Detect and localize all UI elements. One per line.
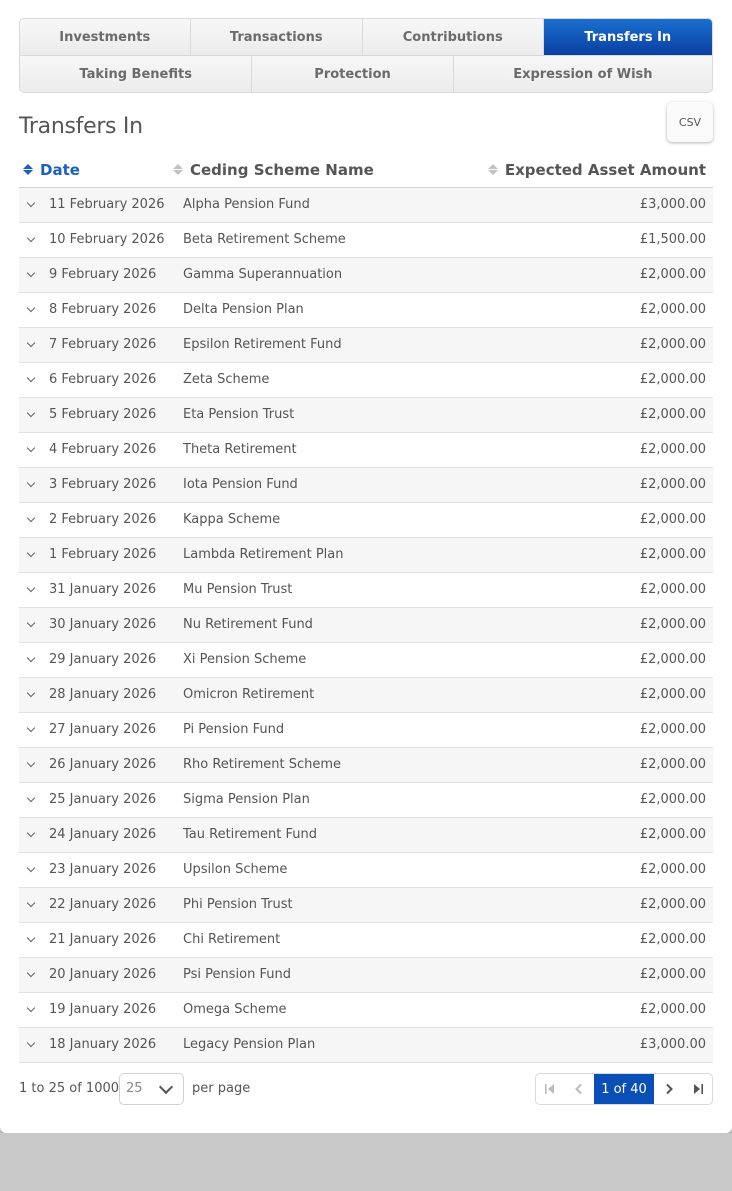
last-page-button[interactable] — [683, 1074, 712, 1104]
row-scheme-name: Gamma Superannuation — [183, 267, 343, 282]
chevron-down-icon[interactable] — [27, 199, 35, 207]
row-date: 28 January 2026 — [49, 687, 157, 702]
first-page-button[interactable] — [536, 1074, 565, 1104]
row-expected-amount: £2,000.00 — [639, 687, 706, 702]
column-header-date-label: Date — [40, 160, 80, 179]
table-row[interactable] — [19, 328, 713, 363]
row-date: 21 January 2026 — [49, 932, 157, 947]
pager — [535, 1073, 713, 1105]
sort-descending-icon — [23, 164, 33, 175]
table-row[interactable] — [19, 1028, 713, 1063]
row-scheme-name: Phi Pension Trust — [183, 897, 293, 912]
row-date: 6 February 2026 — [49, 372, 157, 387]
table-row[interactable] — [19, 888, 713, 923]
row-date: 18 January 2026 — [49, 1037, 157, 1052]
chevron-down-icon[interactable] — [27, 1039, 35, 1047]
column-header-scheme-label: Ceding Scheme Name — [190, 160, 374, 179]
tab-taking-benefits[interactable]: Taking Benefits — [20, 56, 252, 92]
tab-transactions[interactable]: Transactions — [191, 19, 364, 55]
table-row[interactable] — [19, 363, 713, 398]
chevron-down-icon[interactable] — [27, 444, 35, 452]
row-date: 19 January 2026 — [49, 1002, 157, 1017]
result-range: 1 to 25 of 1000 — [19, 1081, 120, 1096]
tab-row-1 — [20, 19, 712, 56]
row-date: 20 January 2026 — [49, 967, 157, 982]
row-scheme-name: Omicron Retirement — [183, 687, 315, 702]
sort-icon — [173, 164, 183, 175]
row-expected-amount: £2,000.00 — [639, 512, 706, 527]
row-scheme-name: Mu Pension Trust — [183, 582, 293, 597]
per-page-label: per page — [192, 1081, 251, 1096]
chevron-down-icon[interactable] — [27, 234, 35, 242]
row-date: 7 February 2026 — [49, 337, 157, 352]
row-expected-amount: £3,000.00 — [639, 1037, 706, 1052]
chevron-down-icon[interactable] — [27, 479, 35, 487]
row-scheme-name: Rho Retirement Scheme — [183, 757, 341, 772]
row-date: 1 February 2026 — [49, 547, 157, 562]
chevron-down-icon[interactable] — [27, 899, 35, 907]
transfers-table — [19, 152, 713, 1063]
chevron-down-icon[interactable] — [27, 514, 35, 522]
table-row[interactable] — [19, 398, 713, 433]
row-scheme-name: Kappa Scheme — [183, 512, 281, 527]
row-scheme-name: Psi Pension Fund — [183, 967, 291, 982]
row-date: 3 February 2026 — [49, 477, 157, 492]
row-scheme-name: Alpha Pension Fund — [183, 197, 310, 212]
row-scheme-name: Upsilon Scheme — [183, 862, 288, 877]
row-date: 8 February 2026 — [49, 302, 157, 317]
row-expected-amount: £2,000.00 — [639, 757, 706, 772]
chevron-right-icon — [663, 1083, 675, 1095]
row-expected-amount: £2,000.00 — [639, 477, 706, 492]
row-expected-amount: £2,000.00 — [639, 722, 706, 737]
table-body — [19, 188, 713, 1063]
table-row[interactable] — [19, 468, 713, 503]
chevron-down-icon[interactable] — [27, 934, 35, 942]
row-scheme-name: Sigma Pension Plan — [183, 792, 310, 807]
table-row[interactable] — [19, 223, 713, 258]
row-date: 2 February 2026 — [49, 512, 157, 527]
table-row[interactable] — [19, 783, 713, 818]
table-row[interactable] — [19, 188, 713, 223]
row-scheme-name: Delta Pension Plan — [183, 302, 304, 317]
table-row[interactable] — [19, 573, 713, 608]
tab-expression-of-wish[interactable]: Expression of Wish — [454, 56, 712, 92]
row-date: 11 February 2026 — [49, 197, 165, 212]
row-date: 9 February 2026 — [49, 267, 157, 282]
row-expected-amount: £2,000.00 — [639, 372, 706, 387]
table-row[interactable] — [19, 993, 713, 1028]
chevron-down-icon[interactable] — [27, 339, 35, 347]
table-header — [19, 152, 713, 188]
chevron-down-icon[interactable] — [27, 969, 35, 977]
row-expected-amount: £2,000.00 — [639, 897, 706, 912]
row-expected-amount: £2,000.00 — [639, 442, 706, 457]
column-header-date[interactable] — [23, 161, 80, 179]
row-expected-amount: £2,000.00 — [639, 932, 706, 947]
column-header-amount[interactable] — [488, 161, 706, 179]
table-row[interactable] — [19, 713, 713, 748]
row-date: 29 January 2026 — [49, 652, 157, 667]
row-scheme-name: Chi Retirement — [183, 932, 281, 947]
chevron-down-icon[interactable] — [27, 584, 35, 592]
row-expected-amount: £2,000.00 — [639, 267, 706, 282]
next-page-button[interactable] — [654, 1074, 683, 1104]
row-date: 24 January 2026 — [49, 827, 157, 842]
table-row[interactable] — [19, 748, 713, 783]
row-expected-amount: £1,500.00 — [639, 232, 706, 247]
chevron-down-icon[interactable] — [27, 409, 35, 417]
row-scheme-name: Iota Pension Fund — [183, 477, 298, 492]
table-row[interactable] — [19, 853, 713, 888]
table-row[interactable] — [19, 538, 713, 573]
per-page-select[interactable] — [119, 1073, 184, 1105]
tab-bar — [19, 18, 713, 93]
table-row[interactable] — [19, 818, 713, 853]
chevron-left-icon — [573, 1083, 585, 1095]
row-expected-amount: £2,000.00 — [639, 862, 706, 877]
chevron-down-icon[interactable] — [27, 794, 35, 802]
row-expected-amount: £2,000.00 — [639, 652, 706, 667]
row-date: 25 January 2026 — [49, 792, 157, 807]
row-expected-amount: £3,000.00 — [639, 197, 706, 212]
table-row[interactable] — [19, 503, 713, 538]
row-date: 10 February 2026 — [49, 232, 165, 247]
tab-row-2 — [20, 56, 712, 92]
row-date: 22 January 2026 — [49, 897, 157, 912]
per-page-value: 25 — [126, 1081, 143, 1096]
page-background — [0, 1133, 732, 1191]
row-scheme-name: Nu Retirement Fund — [183, 617, 313, 632]
row-scheme-name: Zeta Scheme — [183, 372, 270, 387]
pagination-footer — [19, 1072, 713, 1106]
chevron-down-icon[interactable] — [27, 864, 35, 872]
chevron-down-icon[interactable] — [27, 759, 35, 767]
row-scheme-name: Xi Pension Scheme — [183, 652, 307, 667]
chevron-down-icon[interactable] — [27, 269, 35, 277]
row-date: 30 January 2026 — [49, 617, 157, 632]
row-expected-amount: £2,000.00 — [639, 547, 706, 562]
table-row[interactable] — [19, 958, 713, 993]
chevron-down-icon[interactable] — [27, 654, 35, 662]
chevron-down-icon[interactable] — [27, 1004, 35, 1012]
tab-transfers-in[interactable]: Transfers In — [544, 19, 713, 55]
column-header-scheme[interactable] — [173, 161, 374, 179]
csv-export-button[interactable]: CSV — [667, 102, 713, 142]
tab-contributions[interactable]: Contributions — [363, 19, 543, 55]
chevron-down-icon — [159, 1080, 173, 1094]
chevron-down-icon[interactable] — [27, 304, 35, 312]
row-scheme-name: Epsilon Retirement Fund — [183, 337, 342, 352]
row-scheme-name: Eta Pension Trust — [183, 407, 295, 422]
column-header-amount-label: Expected Asset Amount — [504, 160, 706, 179]
table-row[interactable] — [19, 293, 713, 328]
table-row[interactable] — [19, 258, 713, 293]
page-title: Transfers In — [19, 114, 143, 139]
row-expected-amount: £2,000.00 — [639, 792, 706, 807]
row-date: 26 January 2026 — [49, 757, 157, 772]
row-expected-amount: £2,000.00 — [639, 407, 706, 422]
table-row[interactable] — [19, 678, 713, 713]
row-expected-amount: £2,000.00 — [639, 302, 706, 317]
row-expected-amount: £2,000.00 — [639, 827, 706, 842]
row-expected-amount: £2,000.00 — [639, 1002, 706, 1017]
row-date: 23 January 2026 — [49, 862, 157, 877]
previous-page-button[interactable] — [565, 1074, 594, 1104]
first-page-icon — [544, 1083, 556, 1095]
row-scheme-name: Beta Retirement Scheme — [183, 232, 346, 247]
row-scheme-name: Theta Retirement — [183, 442, 297, 457]
row-scheme-name: Lambda Retirement Plan — [183, 547, 344, 562]
row-scheme-name: Pi Pension Fund — [183, 722, 285, 737]
row-expected-amount: £2,000.00 — [639, 582, 706, 597]
chevron-down-icon[interactable] — [27, 374, 35, 382]
row-date: 31 January 2026 — [49, 582, 157, 597]
chevron-down-icon[interactable] — [27, 689, 35, 697]
chevron-down-icon[interactable] — [27, 549, 35, 557]
row-expected-amount: £2,000.00 — [639, 967, 706, 982]
sort-icon — [488, 164, 498, 175]
table-row[interactable] — [19, 608, 713, 643]
table-row[interactable] — [19, 433, 713, 468]
row-scheme-name: Legacy Pension Plan — [183, 1037, 316, 1052]
row-scheme-name: Tau Retirement Fund — [183, 827, 317, 842]
row-scheme-name: Omega Scheme — [183, 1002, 287, 1017]
row-expected-amount: £2,000.00 — [639, 337, 706, 352]
tab-protection[interactable]: Protection — [252, 56, 453, 92]
row-date: 4 February 2026 — [49, 442, 157, 457]
last-page-icon — [692, 1083, 704, 1095]
chevron-down-icon[interactable] — [27, 619, 35, 627]
chevron-down-icon[interactable] — [27, 829, 35, 837]
chevron-down-icon[interactable] — [27, 724, 35, 732]
row-date: 5 February 2026 — [49, 407, 157, 422]
table-row[interactable] — [19, 643, 713, 678]
row-expected-amount: £2,000.00 — [639, 617, 706, 632]
current-page-indicator: 1 of 40 — [594, 1074, 655, 1104]
tab-investments[interactable]: Investments — [20, 19, 191, 55]
row-date: 27 January 2026 — [49, 722, 157, 737]
table-row[interactable] — [19, 923, 713, 958]
